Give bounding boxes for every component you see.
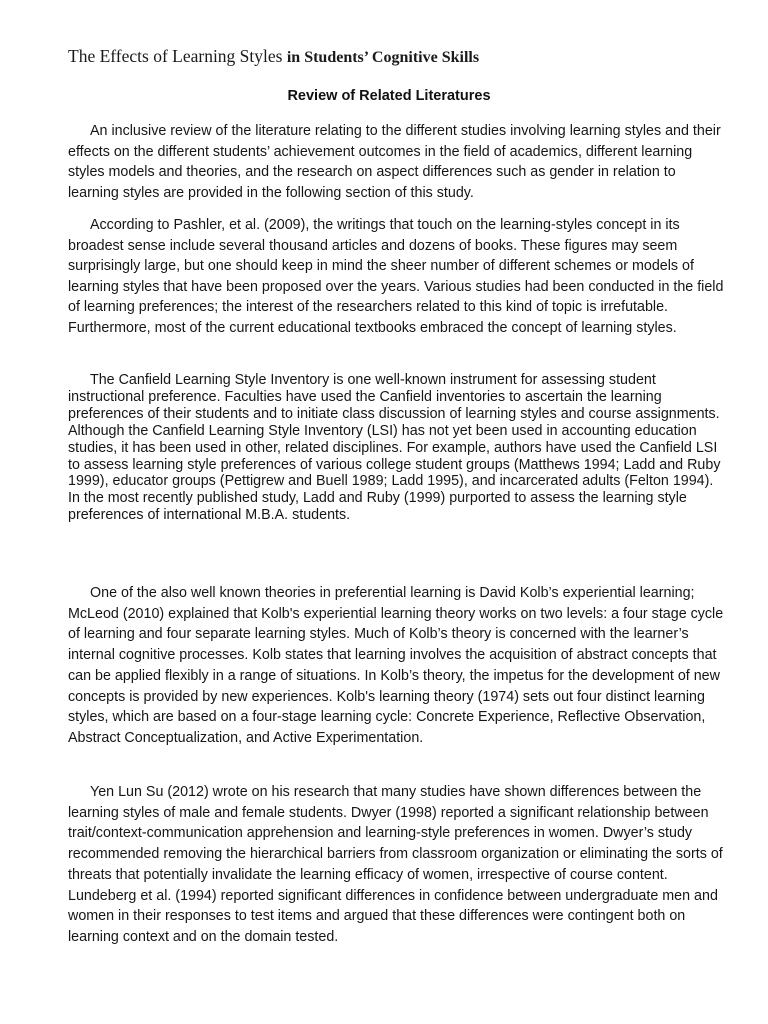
running-header [68, 46, 479, 67]
paragraph-pashler: According to Pashler, et al. (2009), the writings that touch on the learning-styles concept in its broadest sense include several thousand articles and dozens of books. These figures may seem surprisingly large, but one should keep in mind the sheer number of different schemes or models of learning styles that have been proposed over the years. Various studies had been conducted in the field of learning preferences; the interest of the researchers related to this kind of topic is irrefutable. Furthermore, most of the current educational textbooks embraced the concept of learning styles. [68, 217, 724, 336]
paragraph-canfield: The Canfield Learning Style Inventory is one well-known instrument for assessing student instructional preference. Faculties have used the Canfield inventories to ascertain the learning preferences of their students and to initiate class discussion of learning styles and course assignments. Although the Canfield Learning Style Inventory (LSI) has not yet been used in accounting education studies, it has been used in other, related disciplines. For example, authors have used the Canfield LSI to assess learning style preferences of various college student groups (Matthews 1994; Ladd and Ruby 1999), educator groups (Pettigrew and Buell 1989; Ladd 1995), and incarcerated adults (Felton 1994). In the most recently published study, Ladd and Ruby (1999) purported to assess the learning style preferences of international M.B.A. students. [68, 372, 721, 524]
section-heading: Review of Related Literatures [287, 88, 491, 104]
running-header-bold: in Students’ Cognitive Skills [286, 49, 480, 66]
running-header-regular: The Effects of Learning Styles [68, 46, 287, 66]
paragraph-kolb: One of the also well known theories in preferential learning is David Kolb’s experiential learning; McLeod (2010) explained that Kolb's experiential learning theory works on two levels: a four stage cycle of learning and four separate learning styles. Much of Kolb’s theory is concerned with the learner’s internal cognitive processes. Kolb states that learning involves the acquisition of abstract concepts that can be applied flexibly in a range of situations. In Kolb’s theory, the impetus for the development of new concepts is provided by new experiences. Kolb's learning theory (1974) sets out four distinct learning styles, which are based on a four-stage learning cycle: Concrete Experience, Reflective Observation, Abstract Conceptualization, and Active Experimentation. [68, 585, 724, 746]
paragraph-gender-differences: Yen Lun Su (2012) wrote on his research that many studies have shown differences between the learning styles of male and female students. Dwyer (1998) reported a significant relationship between trait/context-communication apprehension and learning-style preferences in women. Dwyer’s study recommended removing the hierarchical barriers from classroom organization or eliminating the sorts of threats that potentially invalidate the learning efficacy of women, irrespective of course content. Lundeberg et al. (1994) reported significant differences in confidence between undergraduate men and women in their responses to test items and argued that these differences were contingent both on learning context and on the domain tested. [68, 784, 723, 945]
paragraph-intro: An inclusive review of the literature relating to the different studies involving learning styles and their effects on the different students’ achievement outcomes in the field of academics, different learning styles models and theories, and the research on aspect differences such as gender in relation to learning styles are provided in the following section of this study. [68, 123, 721, 201]
